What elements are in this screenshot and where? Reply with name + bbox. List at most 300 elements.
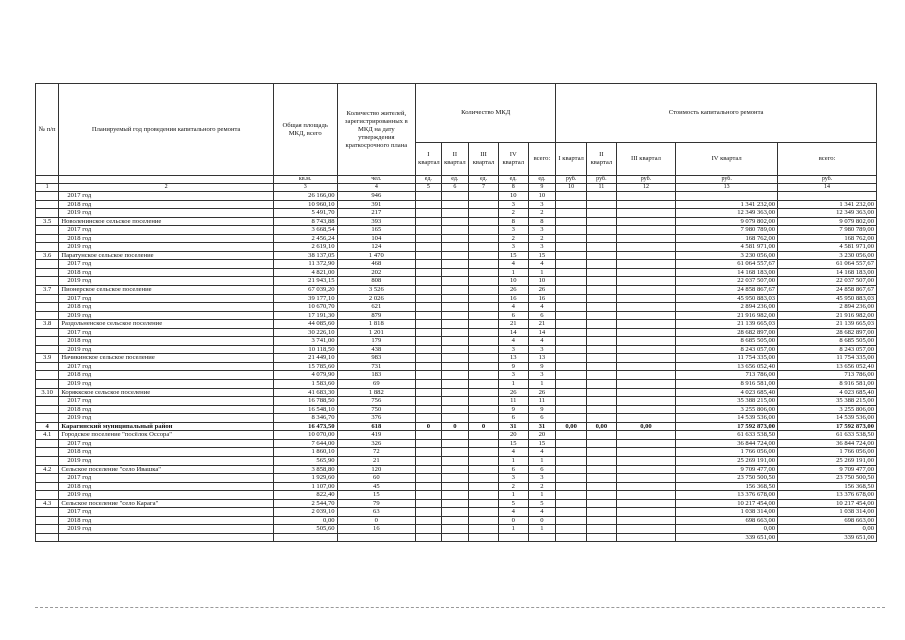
unit-cell: руб.	[556, 176, 587, 184]
row-area: 11 372,90	[273, 260, 337, 269]
row-residents: 165	[337, 226, 416, 235]
row-residents: 202	[337, 268, 416, 277]
row-cost-total: 14 168 183,00	[778, 268, 877, 277]
row-area: 39 177,10	[273, 294, 337, 303]
row-mkd-total: 26	[528, 286, 556, 295]
row-cost-q4: 12 349 363,00	[676, 209, 778, 218]
row-name: 2018 год	[59, 448, 273, 457]
row-residents: 750	[337, 405, 416, 414]
unit-cell: руб.	[616, 176, 675, 184]
row-mkd-total	[528, 533, 556, 542]
row-area: 822,40	[273, 491, 337, 500]
row-mkd-total: 14	[528, 328, 556, 337]
row-cost-q1	[556, 277, 587, 286]
row-number: 4	[36, 422, 59, 431]
row-cost-q3	[616, 448, 675, 457]
row-mkd-total: 2	[528, 482, 556, 491]
row-area: 2 456,24	[273, 234, 337, 243]
row-cost-q4: 8 243 057,00	[676, 345, 778, 354]
row-cost-total: 11 754 335,00	[778, 354, 877, 363]
row-cost-q1	[556, 234, 587, 243]
row-mkd-q3	[469, 405, 499, 414]
row-cost-q1	[556, 456, 587, 465]
row-mkd-q3	[469, 525, 499, 534]
row-cost-q2	[587, 320, 617, 329]
table-row	[36, 328, 877, 337]
row-mkd-total: 4	[528, 303, 556, 312]
row-number: 3.8	[36, 320, 59, 329]
row-mkd-q1	[416, 474, 441, 483]
row-cost-q1	[556, 362, 587, 371]
row-cost-q3	[616, 226, 675, 235]
row-number: 3.6	[36, 251, 59, 260]
row-name: Пионерское сельское поселение	[59, 286, 273, 295]
row-mkd-q3	[469, 439, 499, 448]
row-number	[36, 362, 59, 371]
row-cost-q1	[556, 226, 587, 235]
row-area	[273, 533, 337, 542]
row-cost-total: 10 217 454,00	[778, 499, 877, 508]
table-row	[36, 217, 877, 226]
col-header-cost-q1: I квартал	[556, 143, 587, 176]
row-name: 2018 год	[59, 268, 273, 277]
row-mkd-q2	[441, 474, 469, 483]
row-cost-q3	[616, 516, 675, 525]
row-number: 4.2	[36, 465, 59, 474]
row-mkd-total: 2	[528, 234, 556, 243]
row-mkd-q4: 14	[498, 328, 528, 337]
row-mkd-q1	[416, 388, 441, 397]
table-row	[36, 448, 877, 457]
row-mkd-q2	[441, 234, 469, 243]
row-number	[36, 294, 59, 303]
row-number: 4.1	[36, 431, 59, 440]
table-row	[36, 380, 877, 389]
row-mkd-q2: 0	[441, 422, 469, 431]
row-mkd-q1	[416, 209, 441, 218]
row-mkd-q1	[416, 337, 441, 346]
row-cost-q2	[587, 380, 617, 389]
row-area: 0,00	[273, 516, 337, 525]
row-cost-q4: 36 844 724,00	[676, 439, 778, 448]
row-area: 16 473,50	[273, 422, 337, 431]
row-mkd-q3	[469, 380, 499, 389]
row-mkd-q2	[441, 354, 469, 363]
row-cost-q3	[616, 337, 675, 346]
row-cost-q3	[616, 439, 675, 448]
row-name: Паратунское сельское поселение	[59, 251, 273, 260]
row-cost-total: 61 064 557,67	[778, 260, 877, 269]
row-cost-q4: 11 754 335,00	[676, 354, 778, 363]
row-name: Раздольненское сельское поселение	[59, 320, 273, 329]
row-cost-total: 8 685 505,00	[778, 337, 877, 346]
row-cost-q1	[556, 337, 587, 346]
row-mkd-q1	[416, 456, 441, 465]
row-number	[36, 200, 59, 209]
row-cost-q1	[556, 268, 587, 277]
row-cost-q2	[587, 209, 617, 218]
row-mkd-total: 8	[528, 217, 556, 226]
row-cost-q1	[556, 397, 587, 406]
column-number: 10	[556, 184, 587, 192]
col-header-cost-total: всего:	[778, 143, 877, 176]
table-row	[36, 397, 877, 406]
row-cost-q2	[587, 439, 617, 448]
row-area: 3 668,54	[273, 226, 337, 235]
column-number: 5	[416, 184, 441, 192]
table-row	[36, 320, 877, 329]
col-header-area: Общая площадь МКД, всего	[273, 84, 337, 176]
row-cost-q3	[616, 474, 675, 483]
row-name: 2017 год	[59, 362, 273, 371]
table-row	[36, 260, 877, 269]
row-name: 2017 год	[59, 439, 273, 448]
table-row	[36, 516, 877, 525]
row-mkd-total: 31	[528, 422, 556, 431]
row-cost-q1	[556, 499, 587, 508]
row-cost-q3	[616, 354, 675, 363]
row-name: 2019 год	[59, 414, 273, 423]
row-cost-q3	[616, 508, 675, 517]
row-cost-q2	[587, 371, 617, 380]
row-cost-q2	[587, 217, 617, 226]
row-mkd-q4: 1	[498, 491, 528, 500]
row-area: 1 583,60	[273, 380, 337, 389]
row-cost-total: 2 894 236,00	[778, 303, 877, 312]
row-mkd-total: 4	[528, 508, 556, 517]
table-row	[36, 209, 877, 218]
row-residents: 1 470	[337, 251, 416, 260]
row-mkd-q1	[416, 371, 441, 380]
row-cost-q1	[556, 345, 587, 354]
row-mkd-q2	[441, 311, 469, 320]
row-cost-total: 36 844 724,00	[778, 439, 877, 448]
row-area: 16 548,10	[273, 405, 337, 414]
row-cost-q4: 9 709 477,00	[676, 465, 778, 474]
row-cost-q1	[556, 320, 587, 329]
row-cost-q3	[616, 388, 675, 397]
row-name: 2018 год	[59, 200, 273, 209]
row-residents	[337, 533, 416, 542]
table-row	[36, 508, 877, 517]
row-cost-q3	[616, 345, 675, 354]
row-mkd-total: 9	[528, 362, 556, 371]
table-row	[36, 311, 877, 320]
row-residents: 879	[337, 311, 416, 320]
row-mkd-q3	[469, 268, 499, 277]
row-residents: 124	[337, 243, 416, 252]
unit-cell: ед.	[469, 176, 499, 184]
table-row	[36, 456, 877, 465]
row-mkd-total: 2	[528, 209, 556, 218]
row-cost-q2	[587, 516, 617, 525]
table-row	[36, 277, 877, 286]
table-row	[36, 439, 877, 448]
table-row	[36, 371, 877, 380]
row-mkd-q4: 26	[498, 286, 528, 295]
col-header-q1: I квартал	[416, 143, 441, 176]
row-cost-q3	[616, 405, 675, 414]
col-header-num: № п/п	[36, 84, 59, 176]
row-mkd-q2	[441, 294, 469, 303]
row-cost-q2	[587, 474, 617, 483]
col-header-q3: III квартал	[469, 143, 499, 176]
row-mkd-q4: 4	[498, 303, 528, 312]
row-mkd-q3	[469, 311, 499, 320]
table-row	[36, 414, 877, 423]
column-number: 6	[441, 184, 469, 192]
row-cost-q2	[587, 533, 617, 542]
page-bottom-divider	[35, 607, 885, 608]
table-row	[36, 345, 877, 354]
row-mkd-q3	[469, 286, 499, 295]
row-cost-q4: 2 894 236,00	[676, 303, 778, 312]
row-mkd-q3	[469, 508, 499, 517]
row-area: 2 619,10	[273, 243, 337, 252]
row-mkd-total: 16	[528, 294, 556, 303]
row-mkd-q2	[441, 456, 469, 465]
row-cost-q1	[556, 414, 587, 423]
row-mkd-q4: 3	[498, 200, 528, 209]
row-mkd-q4: 4	[498, 260, 528, 269]
row-name: Городское поселение "посёлок Оссора"	[59, 431, 273, 440]
row-cost-total: 13 376 678,00	[778, 491, 877, 500]
row-cost-q2	[587, 311, 617, 320]
row-cost-q3	[616, 234, 675, 243]
row-residents: 183	[337, 371, 416, 380]
unit-cell: кв.м.	[273, 176, 337, 184]
row-mkd-q4: 15	[498, 439, 528, 448]
row-mkd-q1	[416, 508, 441, 517]
row-mkd-q4: 9	[498, 405, 528, 414]
row-name: Сельское поселение "село Ивашка"	[59, 465, 273, 474]
row-mkd-q2	[441, 482, 469, 491]
table-row	[36, 268, 877, 277]
table-row	[36, 422, 877, 431]
row-cost-q4: 156 368,50	[676, 482, 778, 491]
row-cost-q4: 17 592 873,00	[676, 422, 778, 431]
row-number	[36, 439, 59, 448]
row-mkd-q1	[416, 294, 441, 303]
row-cost-q1	[556, 192, 587, 201]
row-mkd-q3	[469, 217, 499, 226]
row-mkd-q3	[469, 414, 499, 423]
row-cost-q3	[616, 362, 675, 371]
row-cost-q2	[587, 499, 617, 508]
row-cost-q3	[616, 525, 675, 534]
row-name: 2017 год	[59, 474, 273, 483]
table-body	[36, 192, 877, 542]
col-header-total: всего:	[528, 143, 556, 176]
row-mkd-q1	[416, 286, 441, 295]
row-name: 2018 год	[59, 371, 273, 380]
row-mkd-total: 3	[528, 345, 556, 354]
row-cost-q2	[587, 192, 617, 201]
row-mkd-q3	[469, 516, 499, 525]
column-number: 13	[676, 184, 778, 192]
row-name: 2019 год	[59, 209, 273, 218]
column-number: 7	[469, 184, 499, 192]
row-cost-total: 156 368,50	[778, 482, 877, 491]
row-cost-q1	[556, 311, 587, 320]
row-cost-q3	[616, 209, 675, 218]
row-mkd-q2	[441, 380, 469, 389]
row-mkd-q2	[441, 397, 469, 406]
row-cost-q4: 35 388 215,00	[676, 397, 778, 406]
row-mkd-q4: 1	[498, 268, 528, 277]
row-name: 2019 год	[59, 277, 273, 286]
row-mkd-total: 4	[528, 260, 556, 269]
row-cost-q4: 1 341 232,00	[676, 200, 778, 209]
row-residents: 120	[337, 465, 416, 474]
row-mkd-total: 5	[528, 499, 556, 508]
row-cost-total: 168 762,00	[778, 234, 877, 243]
row-mkd-q1	[416, 405, 441, 414]
row-area: 2 544,70	[273, 499, 337, 508]
row-residents: 946	[337, 192, 416, 201]
row-number: 3.5	[36, 217, 59, 226]
row-cost-total: 713 786,00	[778, 371, 877, 380]
row-mkd-q3	[469, 209, 499, 218]
row-mkd-q4: 2	[498, 234, 528, 243]
row-cost-q4: 9 079 802,00	[676, 217, 778, 226]
row-mkd-total: 15	[528, 251, 556, 260]
row-mkd-q4: 3	[498, 474, 528, 483]
row-number	[36, 303, 59, 312]
row-cost-q3	[616, 380, 675, 389]
row-residents: 72	[337, 448, 416, 457]
row-cost-total: 3 230 056,00	[778, 251, 877, 260]
row-name: Коряккское сельское поселение	[59, 388, 273, 397]
row-number	[36, 243, 59, 252]
row-number	[36, 508, 59, 517]
row-cost-total: 9 709 477,00	[778, 465, 877, 474]
row-mkd-q1	[416, 525, 441, 534]
row-mkd-q1	[416, 354, 441, 363]
row-number	[36, 482, 59, 491]
row-cost-q1	[556, 525, 587, 534]
row-name: 2018 год	[59, 482, 273, 491]
row-mkd-q1	[416, 380, 441, 389]
row-mkd-q3	[469, 388, 499, 397]
row-mkd-total: 1	[528, 268, 556, 277]
table-row	[36, 200, 877, 209]
row-cost-total: 3 255 806,00	[778, 405, 877, 414]
row-mkd-q3	[469, 251, 499, 260]
row-area: 1 860,10	[273, 448, 337, 457]
row-mkd-total: 21	[528, 320, 556, 329]
row-name: 2017 год	[59, 226, 273, 235]
row-cost-q1	[556, 448, 587, 457]
row-residents: 45	[337, 482, 416, 491]
table-row	[36, 362, 877, 371]
row-cost-q4: 713 786,00	[676, 371, 778, 380]
row-residents: 63	[337, 508, 416, 517]
row-cost-q3	[616, 397, 675, 406]
row-cost-q4: 21 916 982,00	[676, 311, 778, 320]
row-mkd-q1	[416, 277, 441, 286]
row-mkd-total: 10	[528, 277, 556, 286]
column-number: 9	[528, 184, 556, 192]
row-cost-q3	[616, 277, 675, 286]
row-cost-q3	[616, 200, 675, 209]
row-cost-q4: 13 376 678,00	[676, 491, 778, 500]
row-area: 26 166,00	[273, 192, 337, 201]
row-residents: 69	[337, 380, 416, 389]
row-mkd-total: 20	[528, 431, 556, 440]
row-cost-q1	[556, 380, 587, 389]
row-cost-q1	[556, 533, 587, 542]
row-mkd-q4: 31	[498, 422, 528, 431]
table-row	[36, 337, 877, 346]
row-number	[36, 456, 59, 465]
unit-cell: руб.	[587, 176, 617, 184]
row-area: 30 226,10	[273, 328, 337, 337]
table-row	[36, 499, 877, 508]
row-number	[36, 234, 59, 243]
row-cost-q4: 8 916 581,00	[676, 380, 778, 389]
row-mkd-total: 3	[528, 474, 556, 483]
row-name: 2019 год	[59, 243, 273, 252]
row-mkd-q2	[441, 516, 469, 525]
row-mkd-q1	[416, 491, 441, 500]
row-mkd-q4: 1	[498, 456, 528, 465]
row-mkd-q4: 6	[498, 311, 528, 320]
row-area: 4 821,00	[273, 268, 337, 277]
row-residents: 391	[337, 200, 416, 209]
row-cost-q3: 0,00	[616, 422, 675, 431]
row-mkd-q3	[469, 491, 499, 500]
row-mkd-q1	[416, 499, 441, 508]
row-cost-q1	[556, 516, 587, 525]
row-cost-total: 1 038 314,00	[778, 508, 877, 517]
row-mkd-q1	[416, 200, 441, 209]
row-mkd-q2	[441, 508, 469, 517]
row-cost-q3	[616, 192, 675, 201]
row-cost-q3	[616, 328, 675, 337]
row-mkd-q4: 0	[498, 516, 528, 525]
row-area: 4 079,90	[273, 371, 337, 380]
table-row	[36, 533, 877, 542]
row-area: 10 670,70	[273, 303, 337, 312]
row-mkd-q1	[416, 533, 441, 542]
row-number: 3.10	[36, 388, 59, 397]
column-number: 12	[616, 184, 675, 192]
row-mkd-q4: 6	[498, 414, 528, 423]
row-cost-total: 21 916 982,00	[778, 311, 877, 320]
row-mkd-total: 1	[528, 525, 556, 534]
row-mkd-q3	[469, 328, 499, 337]
row-mkd-q4: 3	[498, 243, 528, 252]
row-cost-total: 7 980 789,00	[778, 226, 877, 235]
row-area: 8 743,88	[273, 217, 337, 226]
column-number: 3	[273, 184, 337, 192]
column-numbers-row	[36, 184, 877, 192]
col-header-period: Планируемый год проведения капитального ремонта	[59, 84, 273, 176]
column-number: 4	[337, 184, 416, 192]
row-cost-q3	[616, 243, 675, 252]
row-cost-total: 17 592 873,00	[778, 422, 877, 431]
row-mkd-q1	[416, 414, 441, 423]
row-cost-q1	[556, 200, 587, 209]
row-cost-q4: 61 064 557,67	[676, 260, 778, 269]
row-cost-q1	[556, 482, 587, 491]
table-row	[36, 474, 877, 483]
table-row	[36, 192, 877, 201]
row-cost-q1	[556, 251, 587, 260]
row-cost-q4: 8 685 505,00	[676, 337, 778, 346]
row-number	[36, 277, 59, 286]
